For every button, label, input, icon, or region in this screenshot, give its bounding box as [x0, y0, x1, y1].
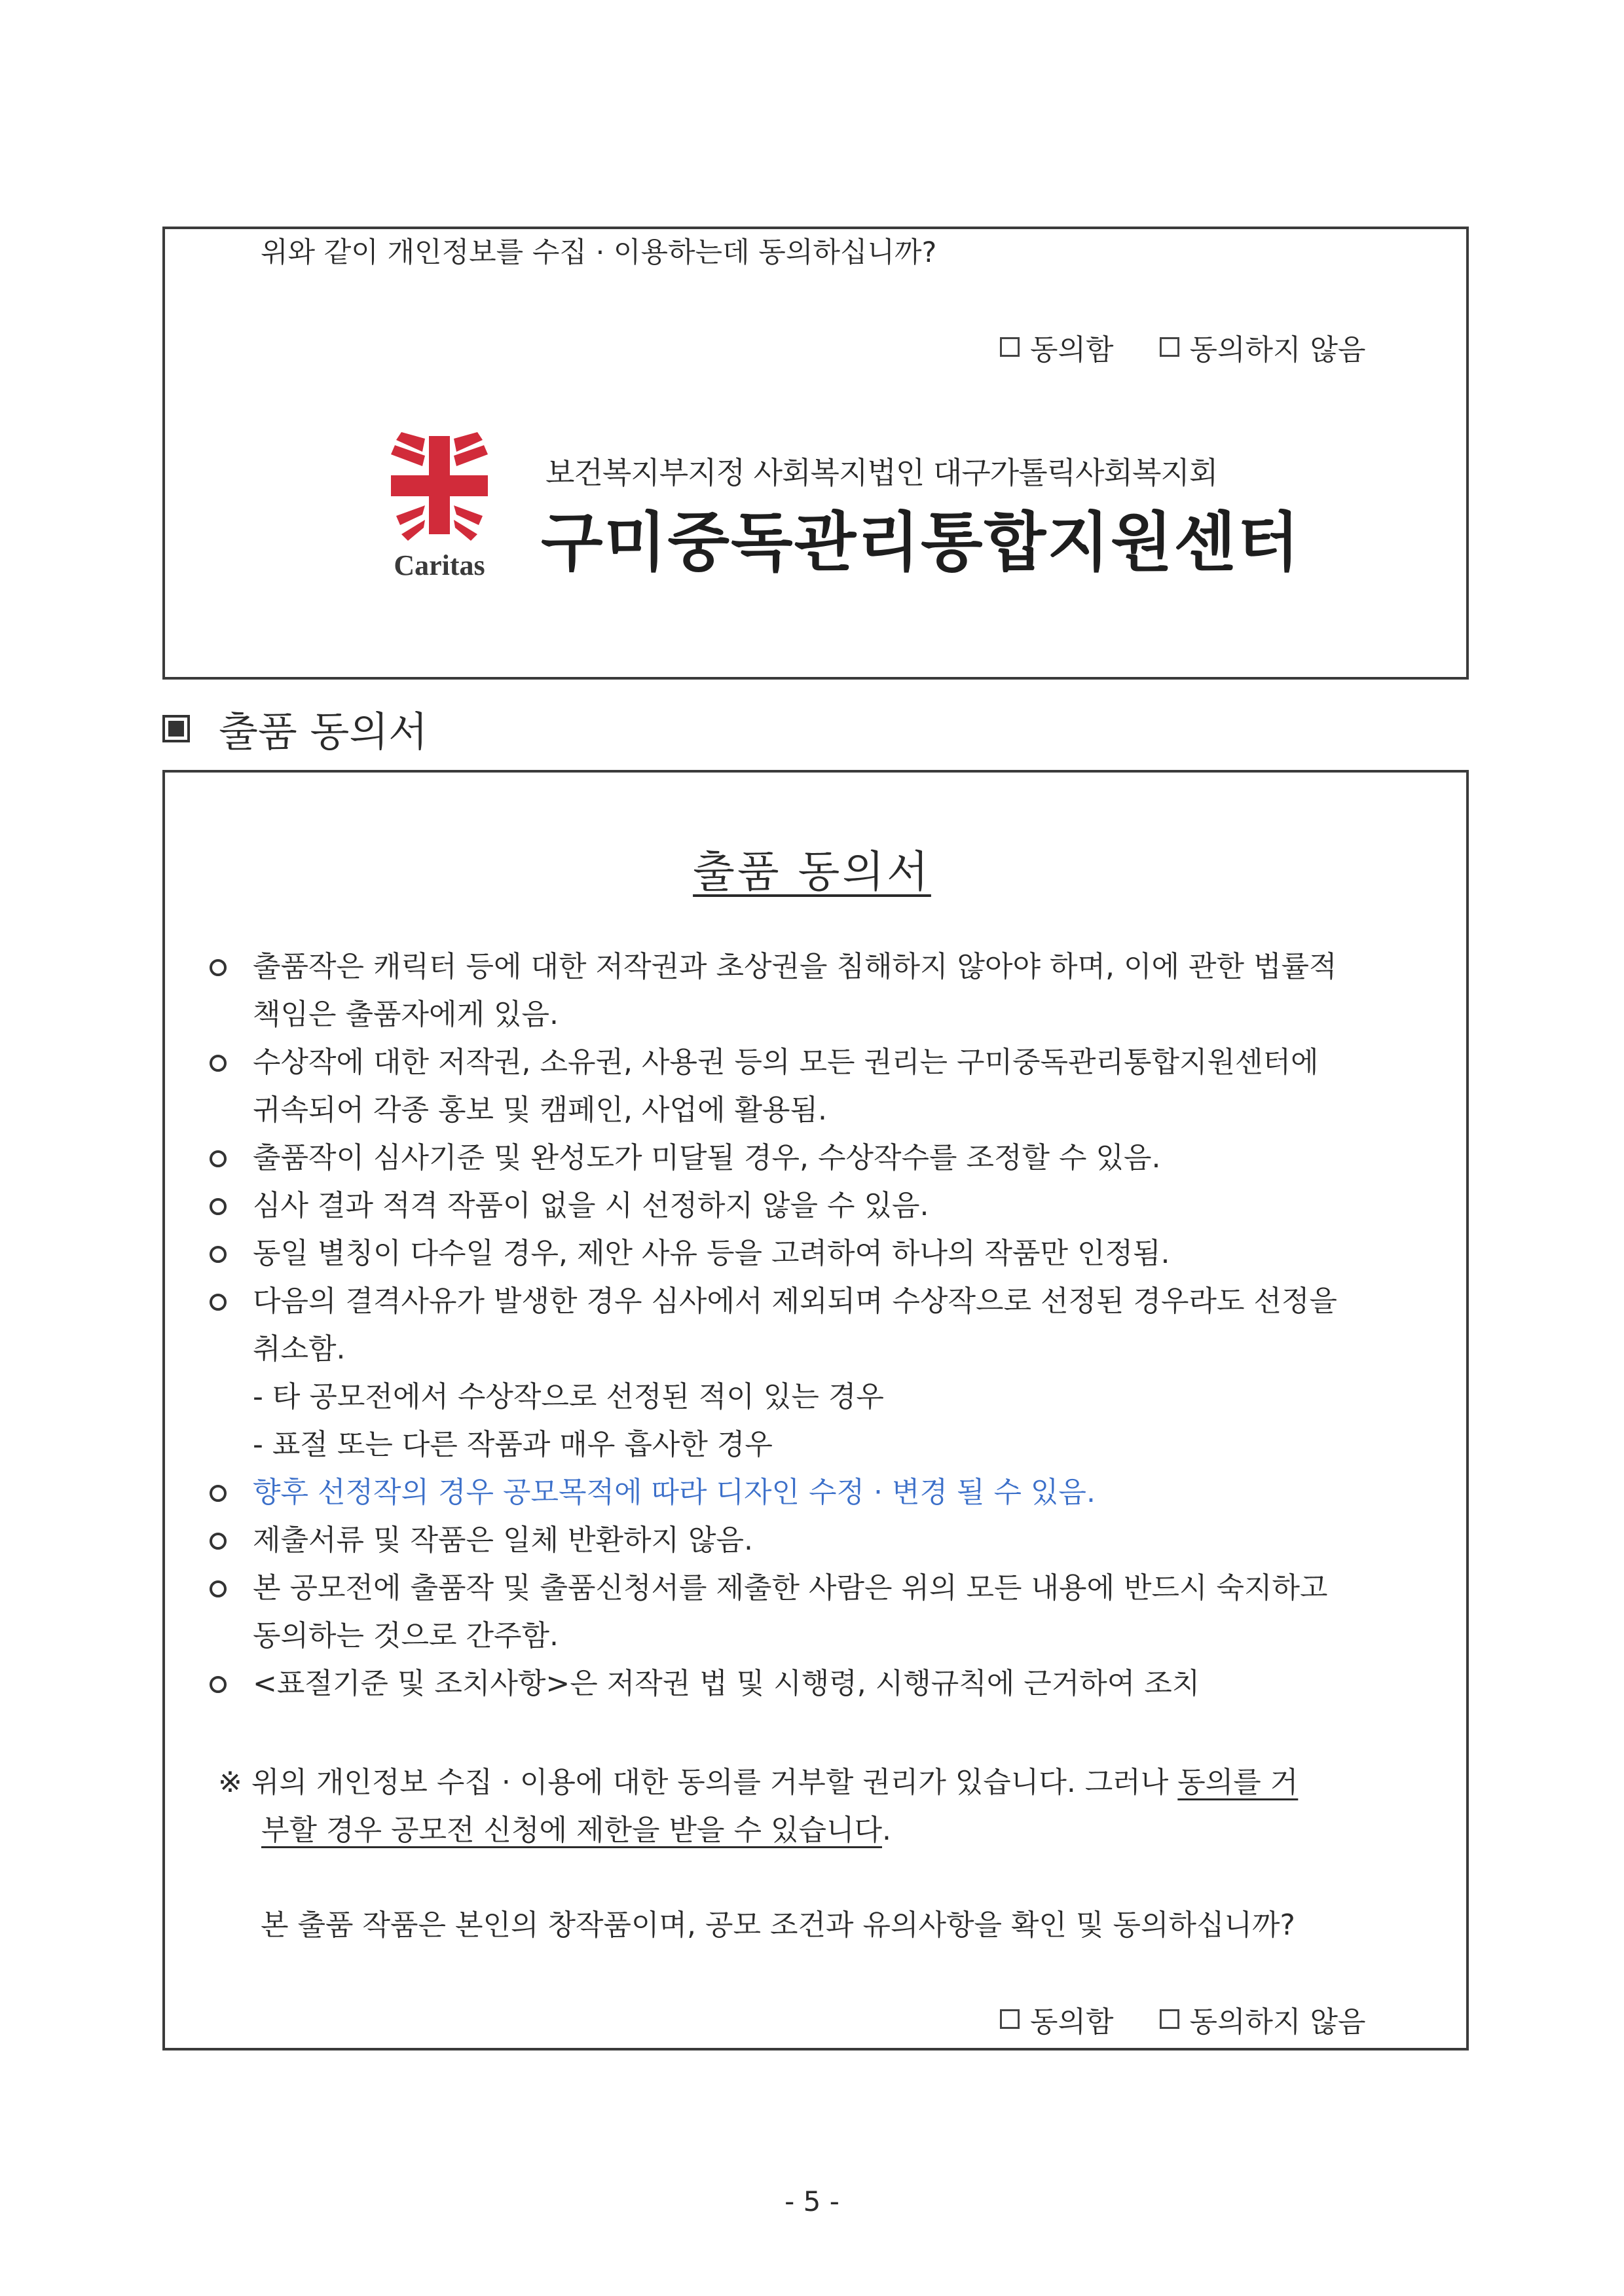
- list-item: 출품작이 심사기준 및 완성도가 미달될 경우, 수상작수를 조정할 수 있음.: [210, 1134, 1454, 1182]
- caritas-wordmark: Caritas: [394, 549, 485, 581]
- agree-checkbox[interactable]: [1000, 2009, 1020, 2029]
- disagree-checkbox[interactable]: [1160, 2009, 1179, 2029]
- disagree-label: 동의하지 않음: [1189, 333, 1366, 367]
- privacy-consent-choices: [1000, 326, 1366, 368]
- list-item: 본 공모전에 출품작 및 출품신청서를 제출한 사람은 위의 모든 내용에 반드시 숙지하고 동의하는 것으로 간주함.: [210, 1564, 1454, 1660]
- sub-item: - 표절 또는 다른 작품과 매우 흡사한 경우: [253, 1428, 773, 1461]
- square-bullet-icon: [162, 715, 190, 742]
- circle-bullet-icon: [210, 1055, 227, 1072]
- document-title-text: 출품 동의서: [693, 847, 931, 897]
- disagree-label: 동의하지 않음: [1189, 2005, 1366, 2039]
- list-item: 심사 결과 적격 작품이 없을 시 선정하지 않을 수 있음.: [210, 1182, 1454, 1230]
- circle-bullet-icon: [210, 1533, 227, 1550]
- org-name: 구미중독관리통합지원센터: [541, 505, 1301, 580]
- list-item: <표절기준 및 조치사항>은 저작권 법 및 시행령, 시행규칙에 근거하여 조치: [210, 1660, 1454, 1707]
- caritas-cross-icon: [382, 429, 497, 584]
- circle-bullet-icon: [210, 1676, 227, 1693]
- privacy-consent-question: 위와 같이 개인정보를 수집 · 이용하는데 동의하십니까?: [261, 236, 937, 269]
- list-item: 동일 별칭이 다수일 경우, 제안 사유 등을 고려하여 하나의 작품만 인정됨.: [210, 1230, 1454, 1277]
- agree-checkbox[interactable]: [1000, 337, 1020, 357]
- sub-item: - 타 공모전에서 수상작으로 선정된 적이 있는 경우: [253, 1380, 884, 1413]
- disagree-checkbox[interactable]: [1160, 337, 1179, 357]
- circle-bullet-icon: [210, 959, 227, 976]
- section-heading: [162, 699, 428, 757]
- caritas-logo: [382, 429, 497, 584]
- document-title: [0, 837, 1624, 899]
- circle-bullet-icon: [210, 1294, 227, 1311]
- refusal-notice: ※ 위의 개인정보 수집 · 이용에 대한 동의를 거부할 권리가 있습니다. 그러나 동의를 거 부할 경우 공모전 신청에 제한을 받을 수 있습니다.: [218, 1766, 1299, 1847]
- page-number: - 5 -: [784, 2185, 840, 2217]
- agree-label: 동의함: [1030, 333, 1114, 367]
- submission-consent-choices: [1000, 1998, 1366, 2040]
- privacy-agree-option[interactable]: [1000, 326, 1114, 368]
- circle-bullet-icon: [210, 1485, 227, 1502]
- submission-agree-option[interactable]: [1000, 1998, 1114, 2040]
- circle-bullet-icon: [210, 1198, 227, 1215]
- list-item-highlighted: 향후 선정작의 경우 공모목적에 따라 디자인 수정 · 변경 될 수 있음.: [210, 1468, 1454, 1516]
- section-heading-text: 출품 동의서: [219, 708, 428, 756]
- circle-bullet-icon: [210, 1150, 227, 1167]
- list-item: 다음의 결격사유가 발생한 경우 심사에서 제외되며 수상작으로 선정된 경우라도 선정을 취소함. - 타 공모전에서 수상작으로 선정된 적이 있는 경우 - 표절 또는 다른 작품과 매우 흡사한 경우: [210, 1277, 1454, 1468]
- list-item: 제출서류 및 작품은 일체 반환하지 않음.: [210, 1516, 1454, 1564]
- terms-list: [210, 943, 1454, 1707]
- privacy-disagree-option[interactable]: [1160, 326, 1366, 368]
- list-item: 출품작은 캐릭터 등에 대한 저작권과 초상권을 침해하지 않아야 하며, 이에 관한 법률적 책임은 출품자에게 있음.: [210, 943, 1454, 1038]
- circle-bullet-icon: [210, 1246, 227, 1263]
- final-consent-question: 본 출품 작품은 본인의 창작품이며, 공모 조건과 유의사항을 확인 및 동의하십니까?: [261, 1908, 1295, 1942]
- list-item: 수상작에 대한 저작권, 소유권, 사용권 등의 모든 권리는 구미중독관리통합지원센터에 귀속되어 각종 홍보 및 캠페인, 사업에 활용됨.: [210, 1038, 1454, 1134]
- circle-bullet-icon: [210, 1580, 227, 1597]
- org-subtitle: 보건복지부지정 사회복지법인 대구가톨릭사회복지회: [545, 455, 1218, 490]
- agree-label: 동의함: [1030, 2005, 1114, 2039]
- submission-disagree-option[interactable]: [1160, 1998, 1366, 2040]
